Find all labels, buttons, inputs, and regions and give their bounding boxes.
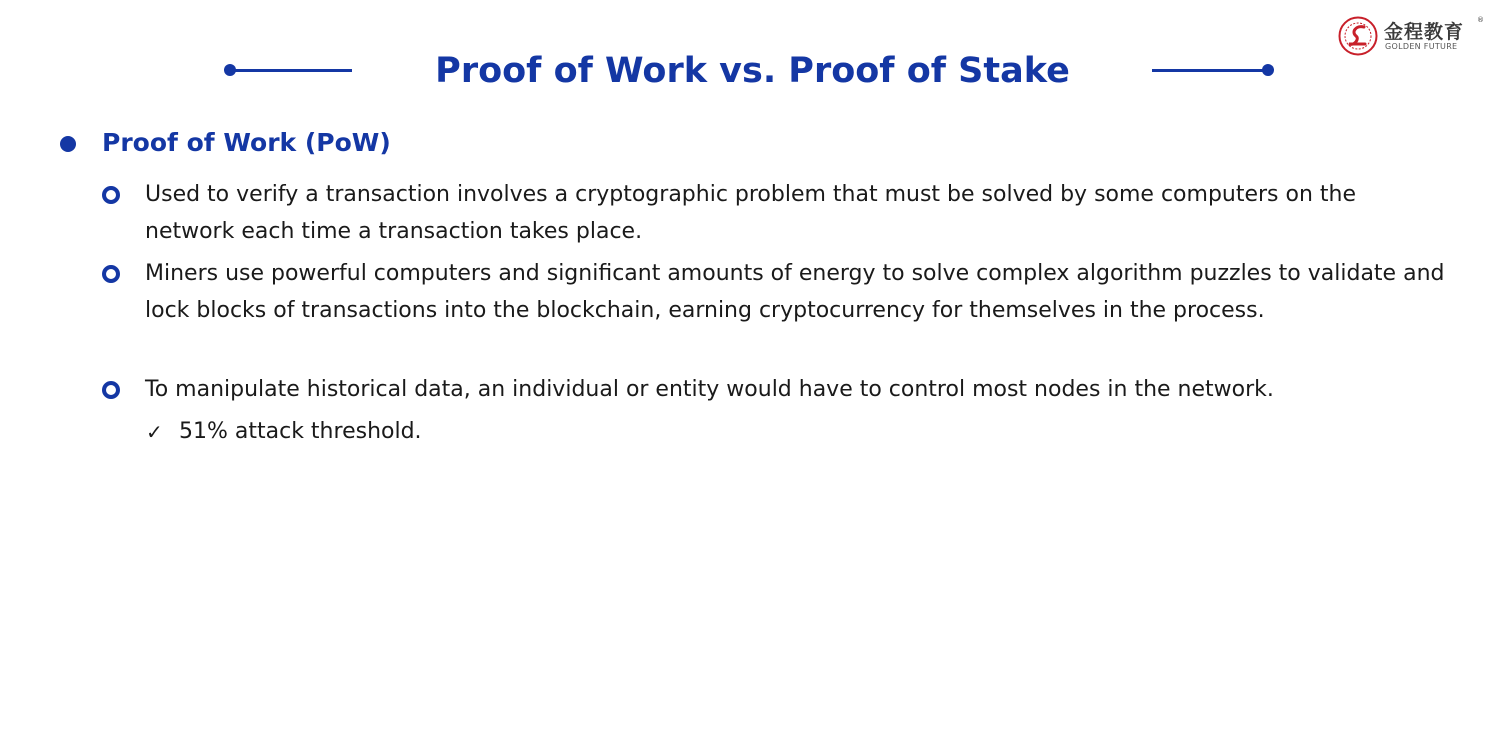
check-icon: ✓: [146, 420, 163, 444]
slide-title: Proof of Work vs. Proof of Stake: [435, 51, 1070, 91]
filled-bullet-icon: [60, 136, 76, 152]
bullet-point-text: Miners use powerful computers and significant amounts of energy to solve complex algorithm puzzles to validate and lock blocks of transactions into the blockchain, earning cryptocurrency for themselves in the process.: [145, 261, 1445, 323]
ring-bullet-icon: [102, 381, 120, 399]
bullet-point-text: Used to verify a transaction involves a cryptographic problem that must be solved by some computers on the network each time a transaction takes place.: [145, 182, 1357, 244]
title-row: [0, 48, 1500, 94]
title-right-dot: [1262, 64, 1274, 76]
logo-english-name: GOLDEN FUTURE: [1385, 42, 1458, 51]
title-right-rule: [1152, 69, 1268, 72]
logo-chinese-name: 金程教育: [1384, 21, 1465, 43]
bullet-point-text: To manipulate historical data, an individual or entity would have to control most nodes in the network.: [145, 377, 1274, 402]
ring-bullet-icon: [102, 186, 120, 204]
title-left-rule: [230, 69, 352, 72]
logo-registered-mark: ®: [1477, 16, 1484, 24]
ring-bullet-icon: [102, 265, 120, 283]
section-heading-text: Proof of Work (PoW): [102, 128, 391, 157]
sub-bullet-text: 51% attack threshold.: [179, 419, 422, 444]
